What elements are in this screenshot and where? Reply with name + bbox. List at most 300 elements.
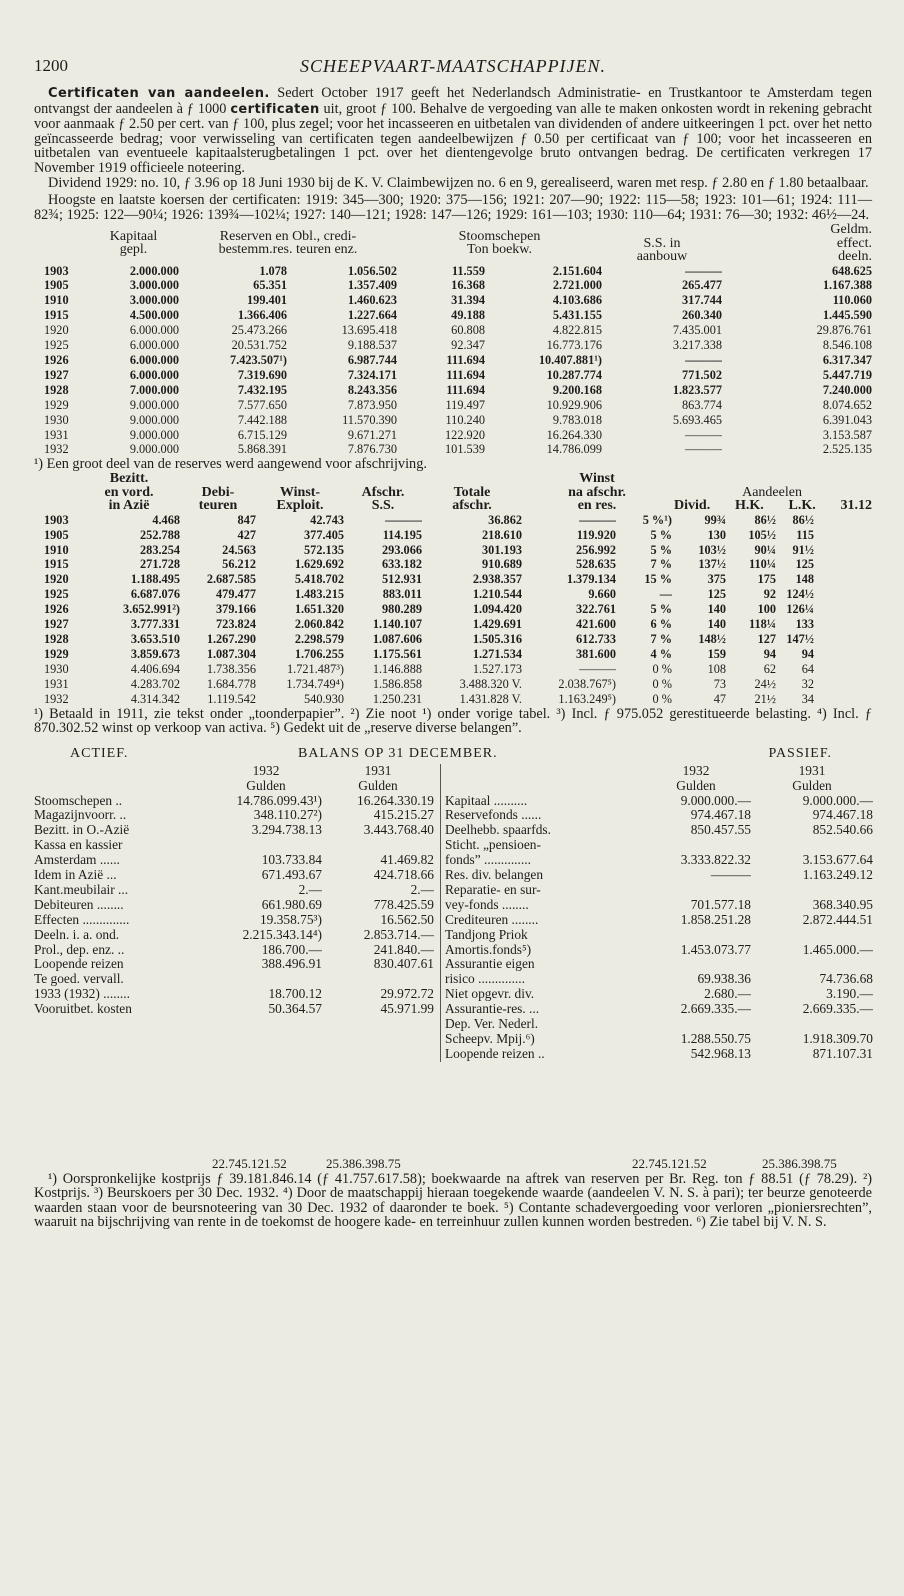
item-label: Kassa en kassier	[34, 838, 123, 853]
table-cell: 1.056.502	[347, 263, 397, 278]
total-passief-1932: 22.745.121.52	[632, 1155, 707, 1171]
actief-item	[34, 823, 434, 838]
col-ss-aanbouw: S.S. in aanbouw	[636, 235, 688, 264]
actief-label: ACTIEF.	[70, 745, 129, 761]
table-cell: 6.391.043	[822, 412, 872, 427]
item-value	[641, 1017, 751, 1032]
item-value: 368.340.95	[812, 897, 873, 912]
row-year: 1920	[44, 572, 69, 587]
table-cell: 36.862	[488, 512, 522, 527]
intro-paragraph	[34, 86, 872, 176]
table-cell: 7.442.188	[237, 412, 287, 427]
row-year: 1930	[44, 412, 69, 427]
item-value: 542.968.13	[690, 1046, 751, 1061]
row-year: 1927	[44, 367, 69, 382]
table-cell: 124½	[786, 587, 815, 602]
item-value: 974.467.18	[812, 808, 873, 823]
table-cell: 5.693.465	[672, 412, 722, 427]
table-cell: 375	[707, 572, 727, 587]
table-cell: ———	[579, 512, 616, 527]
table-cell: 125	[795, 557, 815, 572]
intro-lead: Certificaten van aandeelen.	[48, 86, 270, 101]
item-label: Idem in Azië ...	[34, 868, 117, 883]
col-3112: 31.12	[840, 498, 873, 513]
item-label: Loopende reizen	[34, 957, 124, 972]
actief-item	[34, 957, 434, 972]
item-label: Scheepv. Mpij.⁶)	[445, 1032, 535, 1046]
table-cell: 29.876.761	[816, 323, 872, 338]
table-cell: 910.689	[482, 557, 522, 572]
table-cell: 62	[763, 661, 777, 676]
table-cell: 9.188.537	[347, 338, 397, 353]
results-row	[34, 662, 872, 677]
item-value: 701.577.18	[690, 897, 751, 912]
passief-item	[445, 1017, 873, 1032]
item-value: 2.872.444.51	[802, 912, 873, 927]
table-cell: 379.166	[216, 602, 256, 617]
results-row	[34, 543, 872, 558]
table-cell: 7.873.950	[347, 397, 397, 412]
table-cell: 8.243.356	[347, 382, 397, 397]
item-value: 29.972.72	[380, 987, 434, 1002]
table-cell: 119.497	[445, 397, 485, 412]
table-cell: 1.140.107	[372, 617, 422, 632]
table-cell: 1.734.749⁴)	[286, 676, 344, 691]
table-cell: ———	[685, 427, 722, 442]
item-label: fonds” ..............	[445, 853, 531, 868]
item-label: Crediteuren ........	[445, 912, 539, 927]
table-cell: 11.570.390	[342, 412, 397, 427]
table-cell: 2.000.000	[129, 263, 179, 278]
item-value: 50.364.57	[268, 1002, 322, 1017]
table-cell: 5 %	[650, 542, 673, 557]
row-year: 1926	[44, 602, 69, 617]
table-cell: ———	[685, 442, 722, 457]
dividend-paragraph: Dividend 1929: no. 10, ƒ 3.96 op 18 Juni 1930 bij de K. V. Claimbewijzen no. 6 en 9, gerealiseerd, waren met resp. ƒ 2.80 en ƒ 1.80 betaalbaar.	[48, 174, 869, 191]
table-cell: 317.744	[682, 293, 722, 308]
table-cell: 9.660	[588, 587, 616, 602]
table-cell: 633.182	[382, 557, 422, 572]
table-cell: ———	[685, 353, 722, 367]
item-value	[751, 957, 873, 972]
table-cell: 65.351	[253, 278, 287, 293]
page-number: 1200	[34, 56, 68, 75]
table-cell: 1.586.858	[372, 676, 422, 691]
table-cell: 6.000.000	[129, 367, 179, 382]
table-cell: 1.505.316	[472, 631, 522, 646]
passief-item	[445, 943, 873, 958]
item-label: risico ..............	[445, 972, 525, 987]
table-cell: 1.146.888	[372, 661, 422, 676]
actief-item	[34, 913, 434, 928]
passief-item	[445, 928, 873, 943]
results-row	[34, 557, 872, 572]
table-cell: 60.808	[451, 323, 485, 338]
item-label: 1933 (1932) ........	[34, 987, 130, 1002]
item-value: 415.215.27	[373, 808, 434, 823]
table-cell: 512.931	[382, 572, 422, 587]
passief-item	[445, 868, 873, 883]
row-year: 1929	[44, 397, 69, 412]
table-cell: 540.930	[304, 691, 344, 706]
results-row	[34, 692, 872, 707]
table-cell: 7.319.690	[237, 367, 287, 382]
item-label: Kapitaal ..........	[445, 793, 528, 808]
col-lk: L.K.	[788, 498, 816, 513]
table-cell: 3.652.991²)	[123, 602, 180, 617]
capital-row	[34, 323, 872, 338]
results-row	[34, 677, 872, 692]
table-cell: 92.347	[451, 338, 485, 353]
table-cell: 381.600	[576, 646, 616, 661]
item-label: Dep. Ver. Nederl.	[445, 1017, 539, 1032]
table-cell: 293.066	[382, 542, 422, 557]
koersen-paragraph: Hoogste en laatste koersen der certificaten: 1919: 345—300; 1920: 375—156; 1921: 207—90; 1922: 115—58; 1923: 101—61; 1924: 111—82¾; 1925: 122—90¼; 1926: 139¾—102¼; 1927: 140—121; 1928: 147—126; 1929: 161—103; 1930: 110—64; 1931: 76—30; 1932: 46½—24.	[34, 192, 872, 223]
table-cell: 4 %	[650, 646, 673, 661]
table-cell: ———	[685, 263, 722, 278]
item-value: 778.425.59	[373, 897, 434, 912]
table-cell: 125	[707, 587, 727, 602]
item-label: Te goed. vervall.	[34, 972, 124, 987]
results-table	[34, 472, 872, 707]
table-cell: 137½	[698, 557, 727, 572]
table-cell: 377.405	[304, 527, 344, 542]
actief-item	[34, 987, 434, 1002]
table-cell: 3.653.510	[130, 631, 180, 646]
row-year: 1915	[44, 557, 69, 572]
results-row	[34, 513, 872, 528]
actief-item	[34, 883, 434, 898]
row-year: 1928	[44, 382, 69, 397]
table-cell: 24.563	[222, 542, 256, 557]
item-value: 1.918.309.70	[802, 1032, 873, 1046]
item-label: Niet opgevr. div.	[445, 987, 535, 1002]
row-year: 1930	[44, 661, 69, 676]
item-value: 45.971.99	[380, 1002, 434, 1017]
col-reserven: Reserven en Obl., credi- bestemm.res. teuren enz.	[218, 229, 358, 258]
table-cell: 421.600	[576, 617, 616, 632]
table-cell: 0 %	[652, 676, 673, 691]
item-label: vey-fonds ........	[445, 897, 529, 912]
table-cell: 7.000.000	[129, 382, 179, 397]
table-cell: 6.000.000	[129, 323, 179, 338]
capital-table	[34, 223, 872, 457]
item-label: Debiteuren ........	[34, 897, 124, 912]
item-label: Vooruitbet. kosten	[34, 1002, 132, 1017]
table-cell: 7.435.001	[672, 323, 722, 338]
table-cell: 2.721.000	[552, 278, 602, 293]
table-cell: 4.468	[152, 512, 180, 527]
table-cell: 9.000.000	[129, 412, 179, 427]
item-label: Deelhebb. spaarfds.	[445, 823, 551, 838]
table-cell: 3.000.000	[129, 293, 179, 308]
actief-item	[34, 794, 434, 809]
item-value: 19.358.75³)	[259, 912, 322, 927]
item-value: 16.264.330.19	[357, 793, 434, 808]
balance-heading	[34, 746, 872, 764]
col-divid: Divid.	[674, 498, 711, 513]
table-cell: 7 %	[650, 557, 673, 572]
table-cell: 723.824	[216, 617, 256, 632]
table-cell: 1.357.409	[347, 278, 397, 293]
table-cell: 7.240.000	[822, 382, 872, 397]
table-cell: 20.531.752	[231, 338, 287, 353]
table-cell: 111.694	[446, 382, 485, 397]
table-cell: 771.502	[682, 367, 722, 382]
row-year: 1931	[44, 676, 69, 691]
table-cell: 25.473.266	[231, 323, 287, 338]
item-label: Assurantie-res. ...	[445, 1002, 540, 1017]
table-cell: 1.366.406	[237, 308, 287, 323]
table-cell: 133	[795, 617, 815, 632]
actief-item	[34, 1002, 434, 1017]
results-row	[34, 632, 872, 647]
row-year: 1929	[44, 646, 69, 661]
table-cell: 110.240	[445, 412, 485, 427]
table-cell: 2.687.585	[206, 572, 256, 587]
col-kapitaal: Kapitaal gepl.	[109, 229, 158, 258]
table-cell: 24½	[754, 676, 777, 691]
table-cell: 100	[757, 602, 777, 617]
intro-text-1: Sedert October 1917 geeft het Nederlandsch Administratie- en Trustkantoor te Amsterdam tegen ontvangst der aandeelen à ƒ 1000	[34, 85, 873, 117]
table-cell: 1.445.590	[822, 308, 872, 323]
table-cell: 110.060	[832, 293, 872, 308]
item-value	[322, 972, 434, 987]
results-row	[34, 602, 872, 617]
passief-item	[445, 808, 873, 823]
total-passief-1931: 25.386.398.75	[762, 1155, 837, 1171]
item-value: 3.333.822.32	[680, 853, 751, 868]
table-cell: —	[659, 587, 673, 602]
item-label: Bezitt. in O.-Azië	[34, 823, 130, 838]
results-row	[34, 647, 872, 662]
table-cell: 175	[757, 572, 777, 587]
table-cell: 159	[707, 646, 727, 661]
table-cell: 1.271.534	[472, 646, 522, 661]
table-cell: 6 %	[650, 617, 673, 632]
table-cell: 148	[795, 572, 815, 587]
table-cell: 2.938.357	[472, 572, 522, 587]
table-cell: 31.394	[451, 293, 485, 308]
table-cell: 9.671.271	[347, 427, 397, 442]
actief-item	[34, 868, 434, 883]
passief-table: 1932 1931 Gulden Gulden Kapitaal .......... 9.000.000.— 9.000.000.— Reservefonds ...... 974.467.18 974.467.18 Deelhebb. spaarfds. 850.457.55 852.540.66 Sticht. „pensioen- fonds” .............. 3.333.822.32 3.153.677.64 Res. div. belangen ——— 1.163.249.12 Reparatie- en sur- vey-fonds ........ 701.577.18 368.340.95 Crediteuren ........ 1.858.251.28 2.872.444.51 Tandjong Priok Amortis.fonds⁵) 1.453.073.77 1.465.000.— Assurantie eigen risico .............. 69.938.36 74.736.68 Niet opgevr. div. 2.680.— 3.190.— Assurantie-res. ... 2.669.335.— 2.669.335.— Dep. Ver. Nederl. Scheepv. Mpij.⁶) 1.288.550.75 1.918.309.70 Loopende reizen .. 542.968.13 871.107.31	[445, 763, 873, 1061]
passief-rows	[445, 794, 873, 1062]
passief-item	[445, 1047, 873, 1062]
table-cell: 1.087.606	[372, 631, 422, 646]
table-cell: 1.483.215	[294, 587, 344, 602]
table-cell: 883.011	[382, 587, 422, 602]
table-cell: 1.721.487³)	[287, 661, 344, 676]
table-cell: 105½	[748, 527, 777, 542]
table-cell: 5.868.391	[237, 442, 287, 457]
results-table-body	[34, 513, 872, 707]
item-value: 9.000.000.—	[802, 793, 873, 808]
table-cell: 3.000.000	[129, 278, 179, 293]
table-cell: 322.761	[576, 602, 616, 617]
capital-table-body	[34, 264, 872, 458]
item-value: 3.294.738.13	[251, 823, 322, 838]
item-label: Effecten ..............	[34, 912, 130, 927]
table-cell: 612.733	[576, 631, 616, 646]
intro-cert: certificaten	[230, 101, 320, 117]
table-cell: 4.314.342	[130, 691, 180, 706]
item-value: 186.700.—	[261, 942, 322, 957]
table-cell: 260.340	[682, 308, 722, 323]
table-cell: 118¼	[749, 617, 777, 632]
item-value: 850.457.55	[690, 823, 751, 838]
actief-item	[34, 928, 434, 943]
table-cell: 16.368	[451, 278, 485, 293]
balance-footnotes: ¹) Oorspronkelijke kostprijs ƒ 39.181.846.14 (ƒ 41.757.617.58); boekwaarde na aftrek van reserven per Br. Reg. ton ƒ 88.51 (ƒ 78.29). ²) Kostprijs. ³) Beurskoers per 30 Dec. 1932. ⁴) Door de maatschappij hieraan toegekende waarde (aandeelen V. N. S. à pari); ter beurze genoteerde waarden staan voor de beursnoteering van 30 Dec. 1932 of daaronder te boek. ⁵) Contante schadevergoeding voor verloren „pioniersrechten”, waaruit na bijschrijving van rente in de toekomst de hoogere kade- en terreinhuur zullen kunnen worden bestreden. ⁶) Zie tabel bij V. N. S.	[34, 1170, 872, 1231]
table-cell: 4.406.694	[130, 661, 180, 676]
table-cell: 5.418.702	[294, 572, 344, 587]
table-cell: 32	[801, 676, 815, 691]
item-label: Prol., dep. enz. ..	[34, 942, 125, 957]
col-winst-na-afschr: Winst na afschr. en res.	[568, 471, 626, 513]
capital-row	[34, 353, 872, 368]
item-value: 1.163.249.12	[802, 868, 873, 883]
table-cell: 7.324.171	[347, 367, 397, 382]
actief-rows	[34, 794, 434, 1018]
row-year: 1920	[44, 323, 69, 338]
passief-column	[440, 764, 873, 1062]
row-year: 1931	[44, 427, 69, 442]
passief-item	[445, 898, 873, 913]
table-cell: 9.000.000	[129, 427, 179, 442]
row-year: 1932	[44, 691, 69, 706]
table-cell: 148½	[698, 631, 727, 646]
table-cell: 7.423.507¹)	[230, 353, 287, 367]
item-value: 14.786.099.43¹)	[236, 793, 322, 808]
capital-row	[34, 308, 872, 323]
table-cell: 8.546.108	[822, 338, 872, 353]
table-cell: 9.000.000	[129, 397, 179, 412]
table-cell: 99¾	[704, 512, 727, 527]
total-actief-1931: 25.386.398.75	[326, 1155, 401, 1171]
item-value	[751, 883, 873, 898]
capital-row	[34, 398, 872, 413]
table-cell: 140	[707, 617, 727, 632]
row-year: 1910	[44, 542, 69, 557]
table-cell: 2.038.767⁵)	[558, 676, 616, 691]
table-cell: 5 %	[650, 527, 673, 542]
table-cell: 1.429.691	[472, 617, 522, 632]
table-cell: 1.087.304	[206, 646, 256, 661]
item-value: 2.215.343.14⁴)	[242, 927, 322, 942]
balance-totals	[34, 1156, 872, 1172]
table-cell: 103½	[698, 542, 727, 557]
table-cell: 1.188.495	[130, 572, 180, 587]
table-cell: 6.317.347	[822, 353, 872, 367]
row-year: 1903	[44, 512, 69, 527]
table-cell: 108	[707, 661, 727, 676]
results-row	[34, 617, 872, 632]
table-cell: 1.267.290	[206, 631, 256, 646]
actief-item	[34, 853, 434, 868]
item-value: 18.700.12	[268, 987, 322, 1002]
capital-row	[34, 442, 872, 457]
table-cell: 94	[801, 646, 815, 661]
passief-item	[445, 913, 873, 928]
row-year: 1925	[44, 587, 69, 602]
item-value: 830.407.61	[373, 957, 434, 972]
row-year: 1932	[44, 442, 69, 457]
table-cell: 1.379.134	[566, 572, 616, 587]
table-cell: 2.298.579	[294, 631, 344, 646]
table-cell: 6.000.000	[129, 338, 179, 353]
passief-item	[445, 794, 873, 809]
table-cell: ———	[385, 512, 422, 527]
table-cell: 1.684.778	[206, 676, 256, 691]
item-value	[751, 928, 873, 943]
table-cell: 2.060.842	[294, 617, 344, 632]
table-cell: 14.786.099	[546, 442, 602, 457]
table-cell: 115	[796, 527, 815, 542]
table-cell: 86½	[754, 512, 777, 527]
table-cell: 1.163.249⁵)	[558, 691, 616, 706]
actief-item	[34, 838, 434, 853]
table-cell: 2.525.135	[822, 442, 872, 457]
table-cell: 1.823.577	[672, 382, 722, 397]
table-cell: 479.477	[216, 587, 256, 602]
col-winst-exploit: Winst- Exploit.	[276, 484, 324, 513]
table-cell: 5.431.155	[552, 308, 602, 323]
table-cell: 147½	[786, 631, 815, 646]
table-cell: 283.254	[140, 542, 180, 557]
table-cell: 1.738.356	[206, 661, 256, 676]
table-cell: 7.577.650	[237, 397, 287, 412]
capital-row	[34, 383, 872, 398]
table-cell: 199.401	[247, 293, 287, 308]
table-cell: 301.193	[482, 542, 522, 557]
table-cell: 1.431.828 V.	[459, 691, 522, 706]
table-cell: 16.264.330	[546, 427, 602, 442]
table-cell: 94	[763, 646, 777, 661]
table-cell: 2.151.604	[552, 263, 602, 278]
item-value: 241.840.—	[373, 942, 434, 957]
item-value: 388.496.91	[261, 957, 322, 972]
table-cell: 427	[237, 527, 256, 542]
item-value: 871.107.31	[812, 1046, 873, 1061]
passief-item	[445, 1002, 873, 1017]
actief-item	[34, 808, 434, 823]
actief-item	[34, 898, 434, 913]
balance-title: BALANS OP 31 DECEMBER.	[298, 745, 498, 761]
table-cell: 1.227.664	[347, 308, 397, 323]
table-cell: ———	[579, 661, 616, 676]
col-aandeelen: Aandeelen Divid. H.K. L.K. 31.12	[674, 484, 873, 513]
item-value: 3.153.677.64	[802, 853, 873, 868]
table-cell: 863.774	[682, 397, 722, 412]
table-cell: 101.539	[445, 442, 485, 457]
item-label: Assurantie eigen	[445, 957, 535, 972]
table-cell: 3.217.338	[672, 338, 722, 353]
row-year: 1903	[44, 263, 69, 278]
table-cell: 90¼	[754, 542, 777, 557]
passief-item	[445, 883, 873, 898]
table-cell: 92	[763, 587, 777, 602]
table-cell: 5 %¹)	[642, 512, 673, 527]
table-cell: 10.287.774	[546, 367, 602, 382]
table-cell: 34	[801, 691, 815, 706]
table-cell: 10.407.881¹)	[538, 353, 602, 367]
table-cell: 127	[757, 631, 777, 646]
page	[34, 56, 872, 1230]
capital-row	[34, 368, 872, 383]
item-value: 16.562.50	[380, 912, 434, 927]
item-value: 1.465.000.—	[802, 942, 873, 957]
